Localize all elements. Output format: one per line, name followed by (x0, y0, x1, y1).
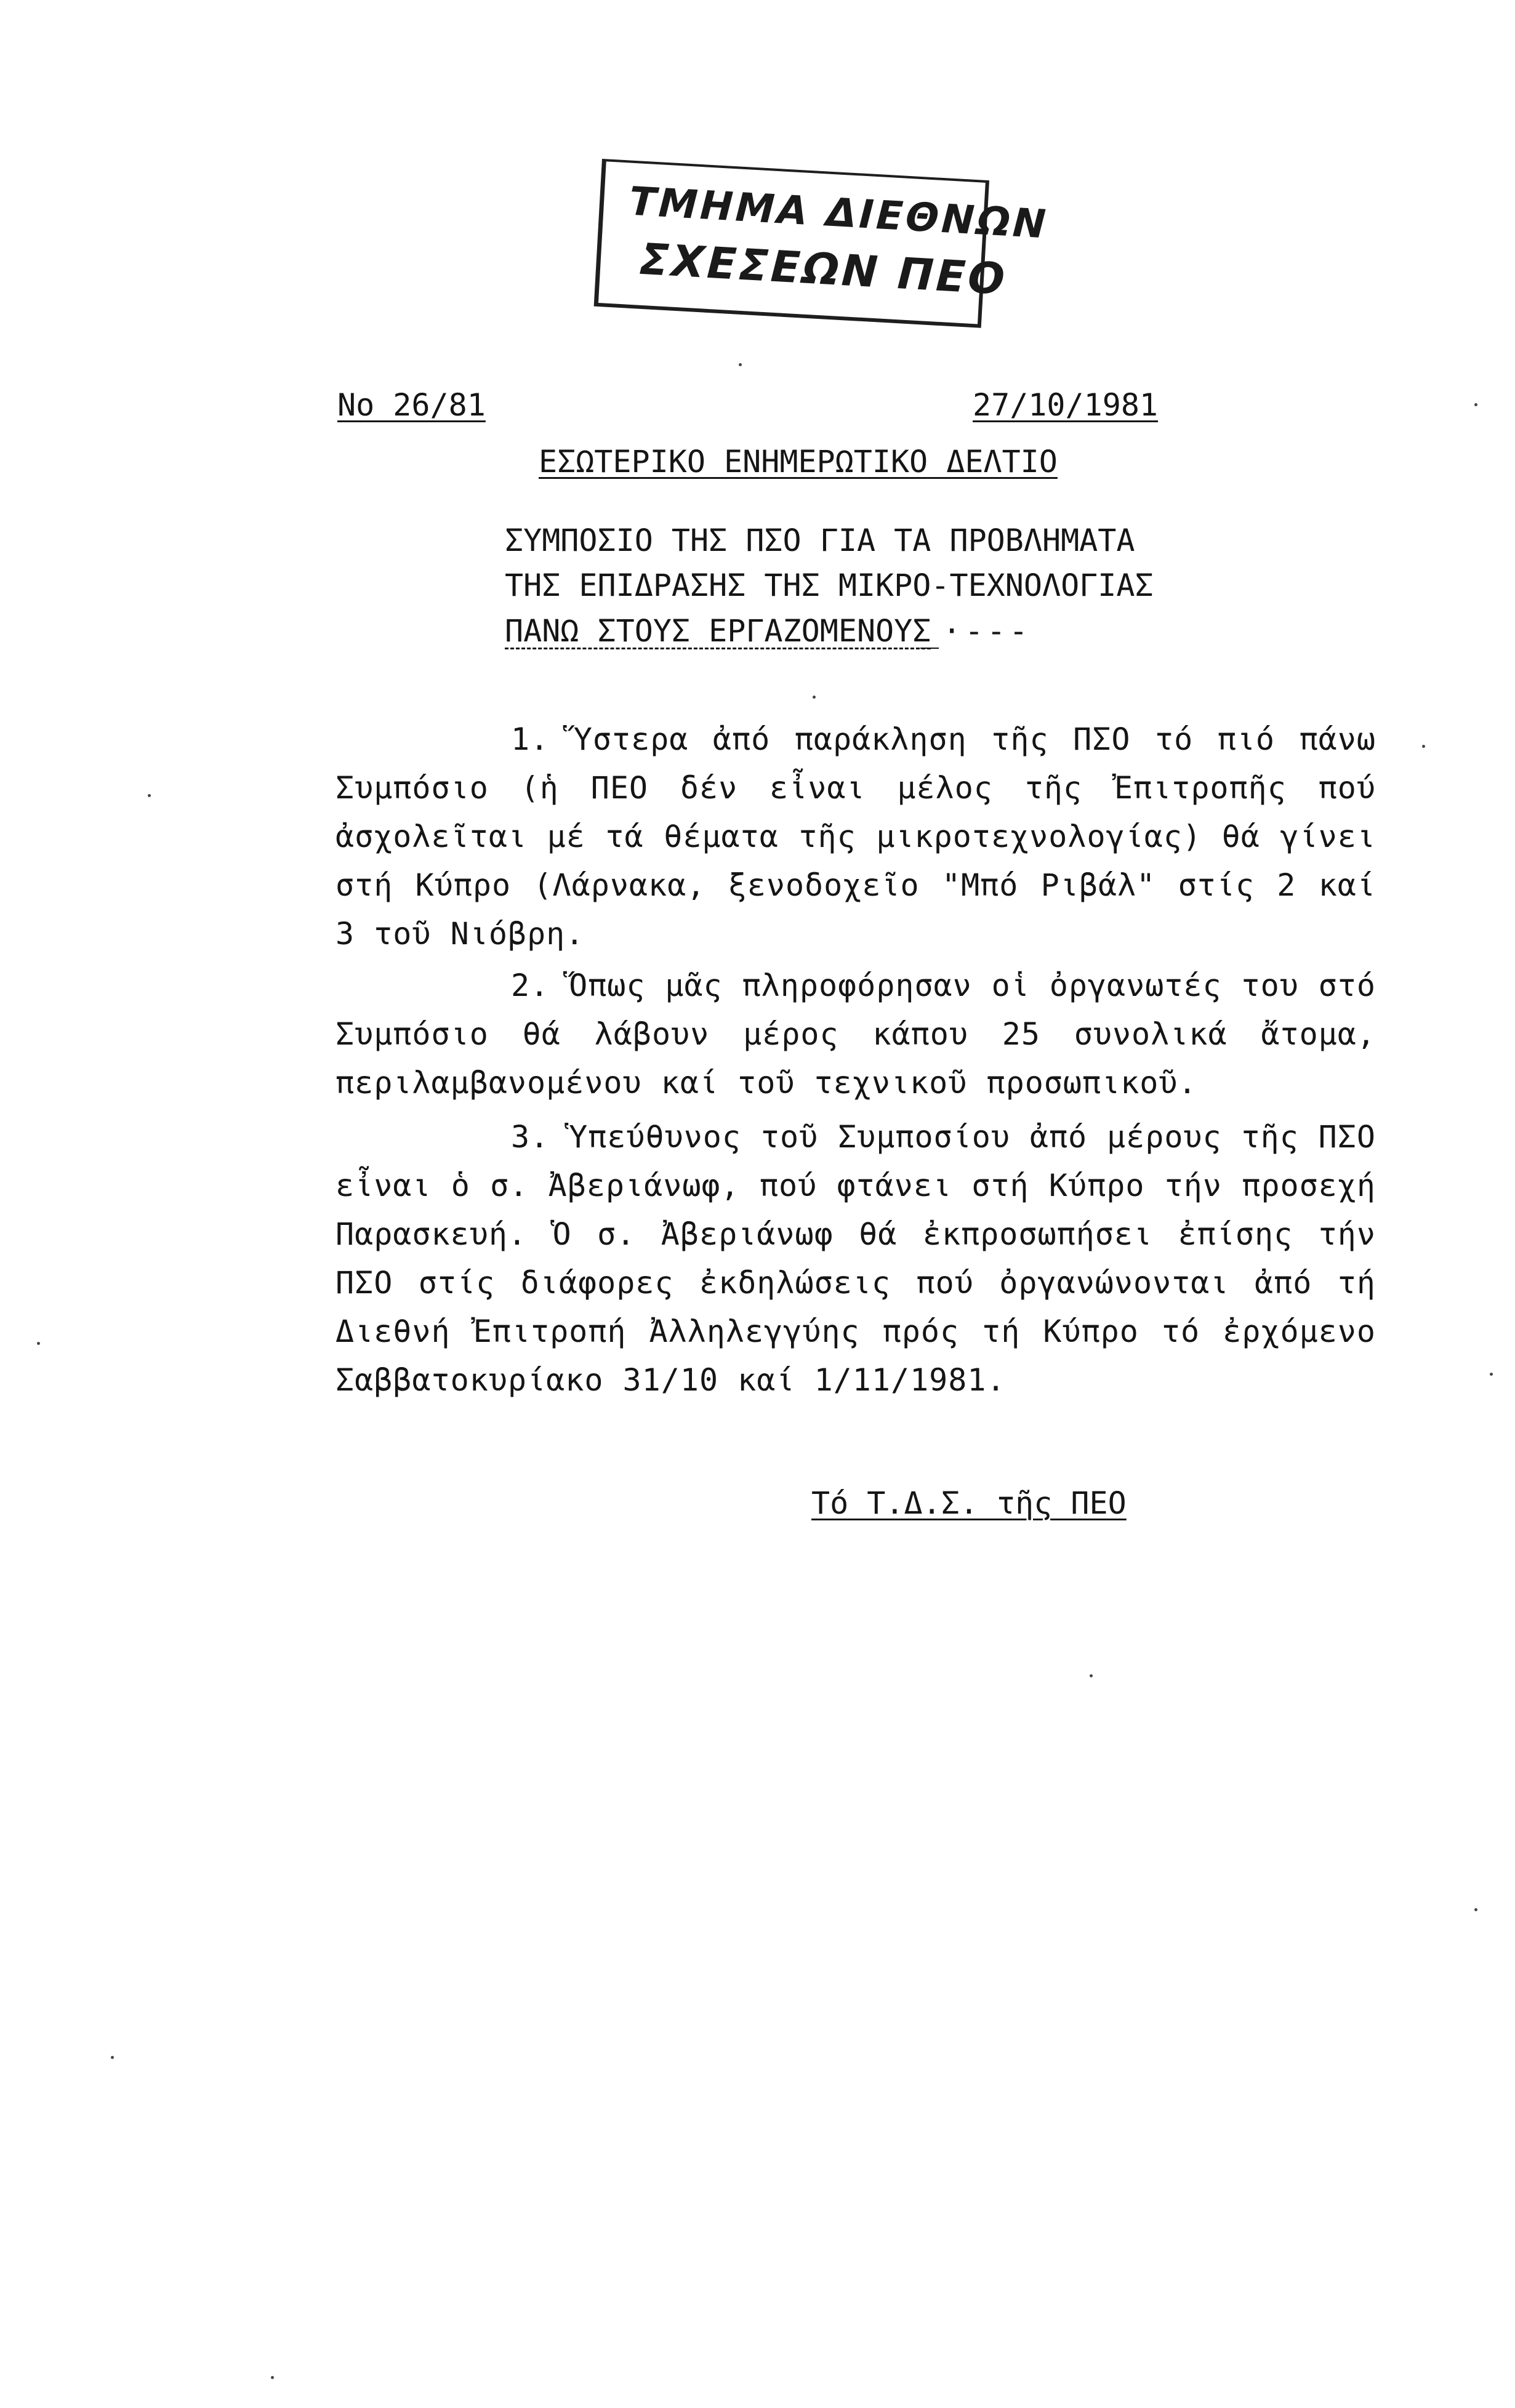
department-stamp (594, 159, 1050, 328)
scan-speck (111, 2056, 114, 2059)
scan-speck (1474, 1908, 1477, 1911)
subject-line-3: ΠΑΝΩ ΣΤΟΥΣ ΕΡΓΑΖΟΜΕΝΟΥΣ (505, 613, 931, 649)
signature: Τό Τ.Δ.Σ. τῆς ΠΕΟ (811, 1485, 1127, 1521)
document-date: 27/10/1981 (973, 387, 1159, 423)
scan-speck (37, 1342, 40, 1345)
subject-line-2: ΤΗΣ ΕΠΙΔΡΑΣΗΣ ΤΗΣ ΜΙΚΡΟ-ΤΕΧΝΟΛΟΓΙΑΣ (505, 568, 1154, 603)
subject-line-1: ΣΥΜΠΟΣΙΟ ΤΗΣ ΠΣΟ ΓΙΑ ΤΑ ΠΡΟΒΛΗΜΑΤΑ (505, 523, 1135, 558)
scan-speck (271, 2376, 274, 2379)
scan-speck (1422, 745, 1425, 748)
subject-dash-tail: _·--- (920, 613, 1032, 649)
scan-speck (1474, 403, 1477, 406)
document-number: No 26/81 (337, 387, 486, 423)
stamp-line-1: ΤΜΗΜΑ ΔΙΕΘΝΩΝ (628, 179, 1050, 248)
paragraph-2: 2. Ὅπως μᾶς πληροφόρησαν οἱ ὀργανωτές του στό Συμπόσιο θά λάβουν μέρος κάπου 25 συνολικά ἄτομα, περιλαμβανομένου καί τοῦ τεχνικοῦ προσωπικοῦ. (336, 968, 1376, 1101)
scan-speck (813, 696, 816, 699)
paragraph-1: 1. Ὕστερα ἀπό παράκληση τῆς ΠΣΟ τό πιό πάνω Συμπόσιο (ἡ ΠΕΟ δέν εἶναι μέλος τῆς Ἐπιτροπῆς πού ἀσχολεῖται μέ τά θέματα τῆς μικροτεχνολογίας) θά γίνει στή Κύπρο (Λάρνακα, ξενοδοχεῖο "Μπό Ριβάλ" στίς 2 καί 3 τοῦ Νιόβρη. (336, 721, 1376, 952)
scan-speck (739, 363, 742, 366)
scan-speck (1490, 1373, 1493, 1376)
scan-speck (1090, 1674, 1093, 1677)
paragraph-3: 3. Ὑπεύθυνος τοῦ Συμποσίου ἀπό μέρους τῆς ΠΣΟ εἶναι ὁ σ. Ἀβεριάνωφ, πού φτάνει στή Κύπρο τήν προσεχή Παρασκευή. Ὁ σ. Ἀβεριάνωφ θά ἐκπροσωπήσει ἐπίσης τήν ΠΣΟ στίς διάφορες ἐκδηλώσεις πού ὀργανώνονται ἀπό τή Διεθνή Ἐπιτροπή Ἀλληλεγγύης πρός τή Κύπρο τό ἐρχόμενο Σαββατοκυρίακο 31/10 καί 1/11/1981. (336, 1119, 1376, 1398)
stamp-line-2: ΣΧΕΣΕΩΝ ΠΕΟ (638, 233, 1008, 305)
scan-speck (148, 794, 151, 797)
bulletin-title: ΕΣΩΤΕΡΙΚΟ ΕΝΗΜΕΡΩΤΙΚΟ ΔΕΛΤΙΟ (539, 444, 1058, 480)
